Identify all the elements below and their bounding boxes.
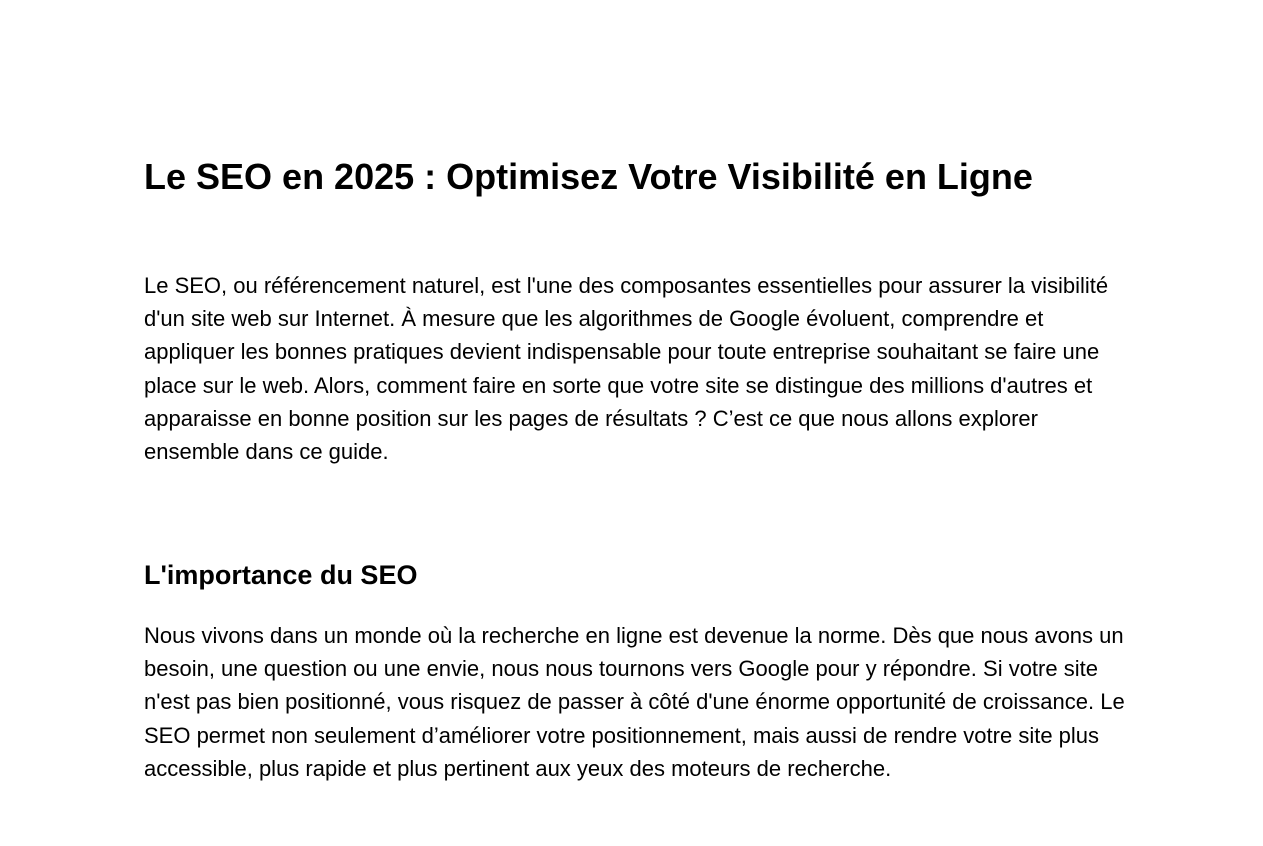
article-title: Le SEO en 2025 : Optimisez Votre Visibilité en Ligne	[144, 156, 1033, 197]
intro-paragraph: Le SEO, ou référencement naturel, est l'une des composantes essentielles pour assurer la visibilité d'un site web sur Internet. À mesure que les algorithmes de Google évoluent, comprendre et appliquer les bonnes pratiques devient indispensable pour toute entreprise souhaitant se faire une place sur le web. Alors, comment faire en sorte que votre site se distingue des millions d'autres et apparaisse en bonne position sur les pages de résultats ? C’est ce que nous allons explorer ensemble dans ce guide.	[144, 273, 1109, 465]
section-paragraph: Nous vivons dans un monde où la recherche en ligne est devenue la norme. Dès que nous avons un besoin, une question ou une envie, nous nous tournons vers Google pour y répondre. Si votre site n'est pas bien positionné, vous risquez de passer à côté d'une énorme opportunité de croissance. Le SEO permet non seulement d’améliorer votre positionnement, mais aussi de rendre votre site plus accessible, plus rapide et plus pertinent aux yeux des moteurs de recherche.	[144, 623, 1125, 781]
section-heading: L'importance du SEO	[144, 560, 418, 590]
